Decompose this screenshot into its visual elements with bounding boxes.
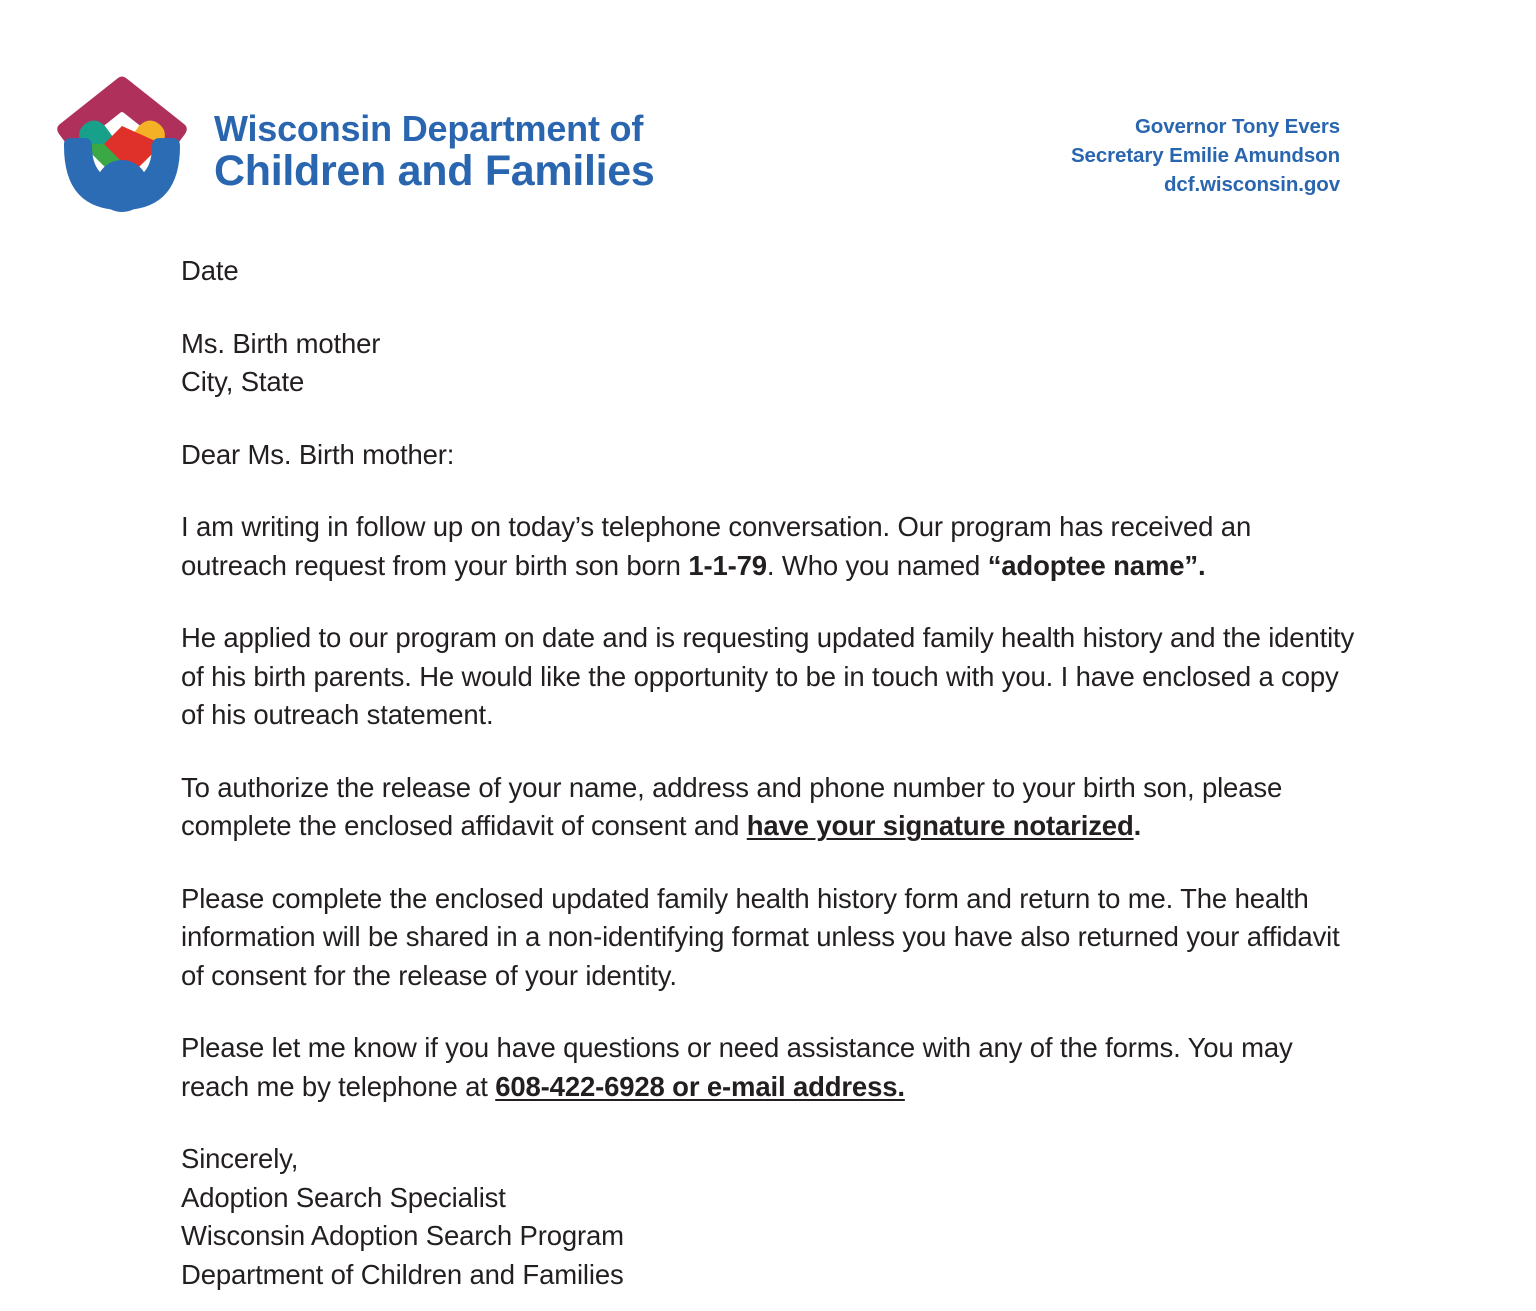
adoptee-name-bold: “adoptee name”. bbox=[987, 549, 1206, 581]
wisconsin-dcf-logo-icon bbox=[48, 62, 196, 212]
wordmark-line-2: Children and Families bbox=[214, 147, 655, 195]
closing-department: Department of Children and Families bbox=[181, 1258, 624, 1290]
notarized-emphasis: have your signature notarized bbox=[746, 810, 1134, 841]
salutation-block bbox=[181, 436, 1361, 475]
paragraph-5 bbox=[181, 1029, 1361, 1106]
date-line: Date bbox=[181, 255, 239, 286]
agency-website: dcf.wisconsin.gov bbox=[1164, 173, 1340, 197]
paragraph-1 bbox=[181, 508, 1361, 585]
letter-body bbox=[181, 252, 1361, 1294]
paragraph-1-part-1: I am writing in follow up on today’s telephone conversation. Our program has received an outreach request from your birth son born bbox=[181, 511, 1252, 581]
wordmark-line-1: Wisconsin Department of bbox=[214, 108, 644, 149]
paragraph-3-part-2: . bbox=[1133, 810, 1142, 841]
agency-brand bbox=[48, 62, 655, 212]
agency-wordmark bbox=[214, 81, 655, 193]
closing-title: Adoption Search Specialist bbox=[181, 1181, 506, 1213]
paragraph-1-part-2: . Who you named bbox=[766, 549, 988, 581]
closing-block bbox=[181, 1140, 1361, 1294]
recipient-location: City, State bbox=[181, 366, 305, 397]
paragraph-4: Please complete the enclosed updated family health history form and return to me. The health information will be shared in a non-identifying format unless you have also returned your affidavit of consent for the release of your identity. bbox=[181, 882, 1340, 991]
birth-date-bold: 1-1-79 bbox=[688, 549, 767, 581]
recipient-block bbox=[181, 325, 1361, 402]
closing-sincerely: Sincerely, bbox=[181, 1143, 299, 1174]
letterhead bbox=[0, 0, 1536, 232]
governor-name: Governor Tony Evers bbox=[1134, 115, 1340, 138]
recipient-name: Ms. Birth mother bbox=[181, 327, 381, 359]
officials-block bbox=[1071, 112, 1340, 199]
paragraph-2: He applied to our program on date and is requesting updated family health history and the identity of his birth parents. He would like the opportunity to be in touch with you. I have enclosed a copy of his outreach statement. bbox=[181, 622, 1355, 730]
salutation: Dear Ms. Birth mother: bbox=[181, 438, 455, 470]
paragraph-5-part-1: Please let me know if you have questions or need assistance with any of the forms. You may reach me by telephone at bbox=[181, 1032, 1293, 1102]
contact-emphasis: 608-422-6928 or e-mail address. bbox=[495, 1070, 905, 1102]
paragraph-3 bbox=[181, 769, 1361, 846]
secretary-name: Secretary Emilie Amundson bbox=[1070, 144, 1340, 168]
date-block bbox=[181, 252, 1361, 291]
paragraph-3-part-1: To authorize the release of your name, address and phone number to your birth son, please complete the enclosed affidavit of consent and bbox=[181, 771, 1283, 841]
closing-program: Wisconsin Adoption Search Program bbox=[181, 1220, 624, 1251]
